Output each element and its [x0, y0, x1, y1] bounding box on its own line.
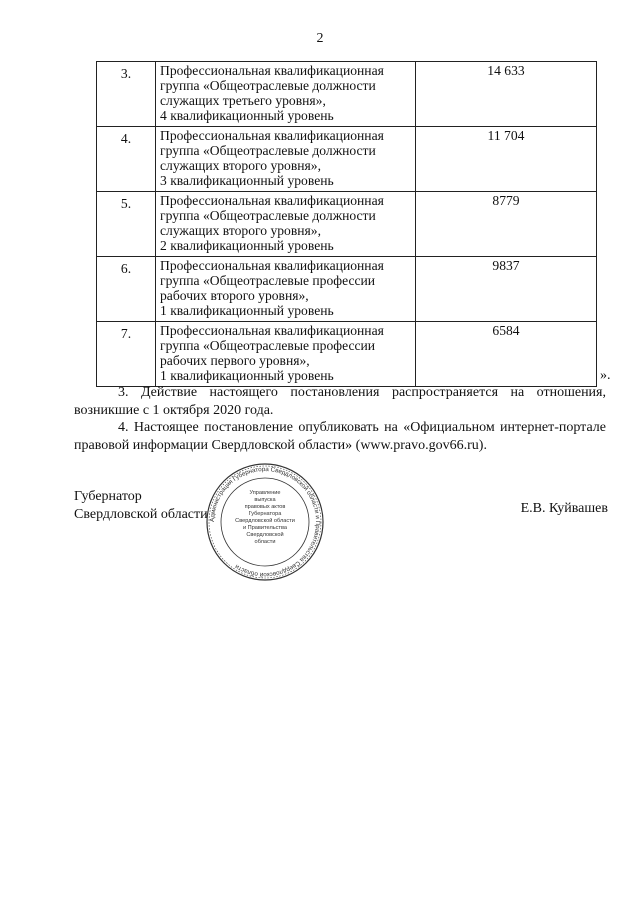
paragraph-3	[74, 384, 606, 420]
row-description	[156, 127, 416, 192]
seal-center-line: выпуска	[254, 497, 276, 503]
row-number: 4.	[97, 127, 156, 192]
description-line: 2 квалификационный уровень	[160, 238, 334, 253]
table-row	[97, 257, 597, 322]
row-salary-value: 9837	[416, 257, 597, 322]
description-line: служащих второго уровня»,	[160, 223, 321, 238]
description-line: группа «Общеотраслевые профессии	[160, 338, 376, 353]
row-salary-value: 8779	[416, 192, 597, 257]
seal-center-line: Управление	[249, 490, 281, 496]
description-line: группа «Общеотраслевые профессии	[160, 273, 376, 288]
paragraph-4	[74, 419, 606, 455]
signer-title-line-2: Свердловской области	[74, 507, 208, 522]
row-number: 7.	[97, 322, 156, 387]
seal-center-line: области	[254, 539, 276, 545]
description-line: 4 квалификационный уровень	[160, 108, 334, 123]
salary-table	[96, 61, 597, 387]
description-line: служащих второго уровня»,	[160, 158, 321, 173]
row-description	[156, 192, 416, 257]
signer-title	[74, 488, 208, 524]
table-row	[97, 192, 597, 257]
description-line: Профессиональная квалификационная	[160, 193, 384, 208]
description-line: Профессиональная квалификационная	[160, 63, 384, 78]
row-salary-value: 14 633	[416, 62, 597, 127]
seal-center-line: и Правительства	[243, 525, 287, 531]
row-description	[156, 62, 416, 127]
description-line: рабочих первого уровня»,	[160, 353, 310, 368]
paragraph-3-line-2: возникшие с 1 октября 2020 года.	[74, 403, 274, 418]
description-line: рабочих второго уровня»,	[160, 288, 309, 303]
seal-ring-text: Администрация Губернатора Свердловской области и Правительства Свердловской области	[208, 465, 322, 579]
paragraph-4-line-1: 4. Настоящее постановление опубликовать на «Официальном интернет-портале	[118, 420, 606, 435]
description-line: группа «Общеотраслевые должности	[160, 208, 376, 223]
description-line: группа «Общеотраслевые должности	[160, 78, 376, 93]
paragraph-4-line-2: правовой информации Свердловской области» (www.pravo.gov66.ru).	[74, 438, 487, 453]
row-description	[156, 257, 416, 322]
signer-name: Е.В. Куйвашев	[520, 501, 608, 516]
seal-center-line: Губернатора	[248, 511, 282, 517]
seal-center-line: правовых актов	[244, 504, 286, 510]
table-closing-quote: ».	[600, 368, 611, 383]
page-number: 2	[316, 31, 324, 46]
table-row	[97, 62, 597, 127]
row-description	[156, 322, 416, 387]
row-salary-value: 11 704	[416, 127, 597, 192]
paragraph-3-line-1: 3. Действие настоящего постановления распространяется на отношения,	[118, 385, 606, 400]
signer-title-line-1: Губернатор	[74, 489, 142, 504]
description-line: Профессиональная квалификационная	[160, 258, 384, 273]
description-line: служащих третьего уровня»,	[160, 93, 326, 108]
description-line: 3 квалификационный уровень	[160, 173, 334, 188]
seal-center-line: Свердловской области	[235, 518, 295, 524]
row-salary-value: 6584	[416, 322, 597, 387]
row-number: 5.	[97, 192, 156, 257]
row-number: 6.	[97, 257, 156, 322]
table-row	[97, 127, 597, 192]
seal-center-line: Свердловской	[246, 532, 284, 538]
official-seal-stamp	[205, 462, 325, 582]
description-line: Профессиональная квалификационная	[160, 323, 384, 338]
description-line: Профессиональная квалификационная	[160, 128, 384, 143]
row-number: 3.	[97, 62, 156, 127]
description-line: 1 квалификационный уровень	[160, 368, 334, 383]
description-line: 1 квалификационный уровень	[160, 303, 334, 318]
description-line: группа «Общеотраслевые должности	[160, 143, 376, 158]
table-row	[97, 322, 597, 387]
